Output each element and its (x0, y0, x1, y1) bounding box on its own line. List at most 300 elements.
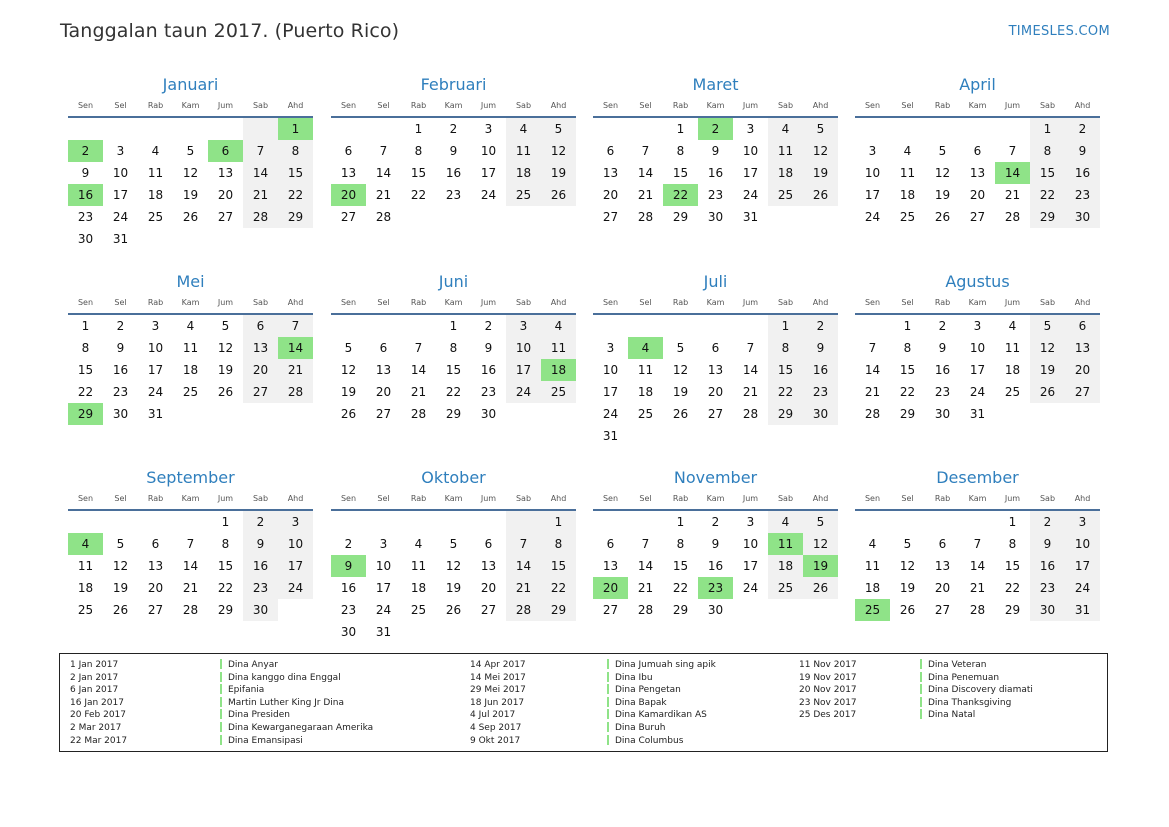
day-cell[interactable]: 15 (77, 363, 94, 377)
holiday-day-cell[interactable]: 16 (68, 184, 103, 206)
day-cell[interactable]: 28 (742, 407, 759, 421)
day-cell[interactable]: 13 (375, 363, 392, 377)
day-cell[interactable]: 12 (340, 363, 357, 377)
day-cell[interactable]: 12 (112, 559, 129, 573)
day-cell[interactable]: 31 (742, 210, 759, 224)
day-cell[interactable]: 10 (1065, 533, 1100, 555)
day-cell[interactable]: 27 (602, 210, 619, 224)
day-cell[interactable]: 18 (864, 581, 881, 595)
day-cell[interactable]: 21 (278, 359, 313, 381)
day-cell[interactable]: 21 (969, 581, 986, 595)
day-cell[interactable]: 22 (278, 184, 313, 206)
day-cell[interactable]: 13 (217, 166, 234, 180)
day-cell[interactable]: 6 (711, 341, 720, 355)
day-cell[interactable]: 20 (217, 188, 234, 202)
day-cell[interactable]: 15 (217, 559, 234, 573)
day-cell[interactable]: 17 (112, 188, 129, 202)
day-cell[interactable]: 16 (934, 363, 951, 377)
holiday-day-cell[interactable]: 14 (995, 162, 1030, 184)
day-cell[interactable]: 13 (969, 166, 986, 180)
day-cell[interactable]: 11 (77, 559, 94, 573)
day-cell[interactable]: 16 (1065, 162, 1100, 184)
day-cell[interactable]: 15 (1004, 559, 1021, 573)
day-cell[interactable]: 25 (410, 603, 427, 617)
day-cell[interactable]: 12 (182, 166, 199, 180)
day-cell[interactable]: 17 (742, 166, 759, 180)
day-cell[interactable]: 5 (221, 319, 230, 333)
day-cell[interactable]: 12 (803, 533, 838, 555)
day-cell[interactable]: 5 (803, 118, 838, 140)
day-cell[interactable]: 25 (899, 210, 916, 224)
day-cell[interactable]: 29 (1004, 603, 1021, 617)
day-cell[interactable]: 8 (903, 341, 912, 355)
day-cell[interactable]: 28 (182, 603, 199, 617)
day-cell[interactable]: 10 (864, 166, 881, 180)
day-cell[interactable]: 10 (506, 337, 541, 359)
day-cell[interactable]: 30 (934, 407, 951, 421)
brand-link[interactable]: TIMESLES.COM (1008, 24, 1110, 39)
day-cell[interactable]: 17 (742, 559, 759, 573)
day-cell[interactable]: 5 (1030, 315, 1065, 337)
day-cell[interactable]: 24 (969, 385, 986, 399)
day-cell[interactable]: 26 (803, 184, 838, 206)
day-cell[interactable]: 21 (1004, 188, 1021, 202)
day-cell[interactable]: 14 (243, 162, 278, 184)
day-cell[interactable]: 15 (672, 166, 689, 180)
day-cell[interactable]: 21 (637, 188, 654, 202)
day-cell[interactable]: 9 (449, 144, 458, 158)
day-cell[interactable]: 23 (340, 603, 357, 617)
day-cell[interactable]: 28 (1004, 210, 1021, 224)
day-cell[interactable]: 25 (768, 184, 803, 206)
day-cell[interactable]: 12 (899, 559, 916, 573)
day-cell[interactable]: 28 (969, 603, 986, 617)
day-cell[interactable]: 24 (375, 603, 392, 617)
day-cell[interactable]: 29 (541, 599, 576, 621)
day-cell[interactable]: 21 (637, 581, 654, 595)
day-cell[interactable]: 23 (1065, 184, 1100, 206)
day-cell[interactable]: 2 (938, 319, 947, 333)
day-cell[interactable]: 24 (742, 581, 759, 595)
day-cell[interactable]: 16 (112, 363, 129, 377)
day-cell[interactable]: 11 (410, 559, 427, 573)
day-cell[interactable]: 15 (672, 559, 689, 573)
day-cell[interactable]: 3 (484, 122, 493, 136)
day-cell[interactable]: 1 (414, 122, 423, 136)
day-cell[interactable]: 24 (506, 381, 541, 403)
day-cell[interactable]: 4 (186, 319, 195, 333)
day-cell[interactable]: 20 (969, 188, 986, 202)
day-cell[interactable]: 7 (641, 537, 650, 551)
day-cell[interactable]: 21 (375, 188, 392, 202)
day-cell[interactable]: 29 (217, 603, 234, 617)
day-cell[interactable]: 16 (340, 581, 357, 595)
day-cell[interactable]: 14 (637, 559, 654, 573)
day-cell[interactable]: 4 (414, 537, 423, 551)
day-cell[interactable]: 22 (899, 385, 916, 399)
day-cell[interactable]: 15 (768, 359, 803, 381)
day-cell[interactable]: 19 (445, 581, 462, 595)
day-cell[interactable]: 17 (480, 166, 497, 180)
day-cell[interactable]: 6 (484, 537, 493, 551)
day-cell[interactable]: 11 (637, 363, 654, 377)
day-cell[interactable]: 1 (221, 515, 230, 529)
day-cell[interactable]: 8 (541, 533, 576, 555)
day-cell[interactable]: 19 (217, 363, 234, 377)
day-cell[interactable]: 27 (375, 407, 392, 421)
day-cell[interactable]: 24 (112, 210, 129, 224)
day-cell[interactable]: 25 (768, 577, 803, 599)
day-cell[interactable]: 5 (344, 341, 353, 355)
day-cell[interactable]: 26 (803, 577, 838, 599)
day-cell[interactable]: 18 (182, 363, 199, 377)
day-cell[interactable]: 13 (707, 363, 724, 377)
day-cell[interactable]: 2 (803, 315, 838, 337)
day-cell[interactable]: 26 (445, 603, 462, 617)
day-cell[interactable]: 3 (746, 122, 755, 136)
day-cell[interactable]: 18 (768, 162, 803, 184)
day-cell[interactable]: 28 (637, 603, 654, 617)
holiday-day-cell[interactable]: 25 (855, 599, 890, 621)
day-cell[interactable]: 27 (217, 210, 234, 224)
day-cell[interactable]: 29 (899, 407, 916, 421)
day-cell[interactable]: 17 (602, 385, 619, 399)
day-cell[interactable]: 11 (182, 341, 199, 355)
day-cell[interactable]: 4 (868, 537, 877, 551)
day-cell[interactable]: 16 (803, 359, 838, 381)
day-cell[interactable]: 26 (672, 407, 689, 421)
holiday-day-cell[interactable]: 4 (68, 533, 103, 555)
day-cell[interactable]: 6 (606, 537, 615, 551)
day-cell[interactable]: 9 (1065, 140, 1100, 162)
day-cell[interactable]: 30 (1030, 599, 1065, 621)
day-cell[interactable]: 4 (151, 144, 160, 158)
day-cell[interactable]: 3 (606, 341, 615, 355)
day-cell[interactable]: 7 (1008, 144, 1017, 158)
day-cell[interactable]: 3 (379, 537, 388, 551)
day-cell[interactable]: 6 (151, 537, 160, 551)
holiday-day-cell[interactable]: 18 (541, 359, 576, 381)
day-cell[interactable]: 7 (868, 341, 877, 355)
day-cell[interactable]: 30 (707, 603, 724, 617)
day-cell[interactable]: 30 (77, 232, 94, 246)
day-cell[interactable]: 11 (1004, 341, 1021, 355)
holiday-day-cell[interactable]: 14 (278, 337, 313, 359)
day-cell[interactable]: 22 (410, 188, 427, 202)
day-cell[interactable]: 14 (506, 555, 541, 577)
day-cell[interactable]: 13 (602, 166, 619, 180)
day-cell[interactable]: 2 (1065, 118, 1100, 140)
day-cell[interactable]: 22 (217, 581, 234, 595)
day-cell[interactable]: 1 (1030, 118, 1065, 140)
day-cell[interactable]: 2 (116, 319, 125, 333)
day-cell[interactable]: 16 (480, 363, 497, 377)
day-cell[interactable]: 23 (77, 210, 94, 224)
day-cell[interactable]: 4 (768, 118, 803, 140)
day-cell[interactable]: 19 (541, 162, 576, 184)
day-cell[interactable]: 27 (340, 210, 357, 224)
day-cell[interactable]: 26 (182, 210, 199, 224)
day-cell[interactable]: 27 (602, 603, 619, 617)
day-cell[interactable]: 3 (973, 319, 982, 333)
day-cell[interactable]: 15 (445, 363, 462, 377)
day-cell[interactable]: 27 (1065, 381, 1100, 403)
day-cell[interactable]: 22 (77, 385, 94, 399)
day-cell[interactable]: 21 (742, 385, 759, 399)
day-cell[interactable]: 5 (541, 118, 576, 140)
day-cell[interactable]: 30 (112, 407, 129, 421)
day-cell[interactable]: 26 (899, 603, 916, 617)
day-cell[interactable]: 27 (934, 603, 951, 617)
day-cell[interactable]: 25 (541, 381, 576, 403)
day-cell[interactable]: 26 (1030, 381, 1065, 403)
day-cell[interactable]: 30 (1065, 206, 1100, 228)
day-cell[interactable]: 30 (340, 625, 357, 639)
day-cell[interactable]: 30 (707, 210, 724, 224)
day-cell[interactable]: 25 (506, 184, 541, 206)
day-cell[interactable]: 21 (506, 577, 541, 599)
day-cell[interactable]: 9 (711, 537, 720, 551)
day-cell[interactable]: 21 (182, 581, 199, 595)
day-cell[interactable]: 30 (243, 599, 278, 621)
day-cell[interactable]: 3 (1065, 511, 1100, 533)
day-cell[interactable]: 25 (637, 407, 654, 421)
day-cell[interactable]: 6 (1065, 315, 1100, 337)
day-cell[interactable]: 10 (480, 144, 497, 158)
day-cell[interactable]: 1 (903, 319, 912, 333)
day-cell[interactable]: 4 (541, 315, 576, 337)
day-cell[interactable]: 22 (1004, 581, 1021, 595)
day-cell[interactable]: 16 (707, 166, 724, 180)
day-cell[interactable]: 17 (1065, 555, 1100, 577)
day-cell[interactable]: 14 (375, 166, 392, 180)
day-cell[interactable]: 5 (449, 537, 458, 551)
day-cell[interactable]: 17 (864, 188, 881, 202)
day-cell[interactable]: 24 (602, 407, 619, 421)
day-cell[interactable]: 24 (278, 577, 313, 599)
holiday-day-cell[interactable]: 2 (698, 118, 733, 140)
day-cell[interactable]: 7 (506, 533, 541, 555)
holiday-day-cell[interactable]: 20 (331, 184, 366, 206)
day-cell[interactable]: 14 (410, 363, 427, 377)
day-cell[interactable]: 8 (1030, 140, 1065, 162)
day-cell[interactable]: 7 (278, 315, 313, 337)
day-cell[interactable]: 12 (672, 363, 689, 377)
day-cell[interactable]: 7 (379, 144, 388, 158)
day-cell[interactable]: 12 (217, 341, 234, 355)
day-cell[interactable]: 13 (480, 559, 497, 573)
day-cell[interactable]: 12 (934, 166, 951, 180)
day-cell[interactable]: 5 (676, 341, 685, 355)
day-cell[interactable]: 29 (672, 210, 689, 224)
day-cell[interactable]: 3 (506, 315, 541, 337)
day-cell[interactable]: 23 (1030, 577, 1065, 599)
day-cell[interactable]: 23 (803, 381, 838, 403)
day-cell[interactable]: 1 (1008, 515, 1017, 529)
day-cell[interactable]: 15 (899, 363, 916, 377)
day-cell[interactable]: 26 (934, 210, 951, 224)
day-cell[interactable]: 9 (711, 144, 720, 158)
day-cell[interactable]: 11 (147, 166, 164, 180)
day-cell[interactable]: 27 (480, 603, 497, 617)
day-cell[interactable]: 13 (243, 337, 278, 359)
day-cell[interactable]: 28 (243, 206, 278, 228)
day-cell[interactable]: 17 (506, 359, 541, 381)
day-cell[interactable]: 29 (445, 407, 462, 421)
day-cell[interactable]: 24 (742, 188, 759, 202)
day-cell[interactable]: 31 (602, 429, 619, 443)
day-cell[interactable]: 1 (676, 515, 685, 529)
day-cell[interactable]: 28 (375, 210, 392, 224)
day-cell[interactable]: 8 (278, 140, 313, 162)
day-cell[interactable]: 16 (707, 559, 724, 573)
day-cell[interactable]: 28 (864, 407, 881, 421)
day-cell[interactable]: 5 (116, 537, 125, 551)
day-cell[interactable]: 8 (1008, 537, 1017, 551)
day-cell[interactable]: 23 (707, 188, 724, 202)
day-cell[interactable]: 28 (506, 599, 541, 621)
day-cell[interactable]: 29 (278, 206, 313, 228)
day-cell[interactable]: 14 (637, 166, 654, 180)
day-cell[interactable]: 20 (243, 359, 278, 381)
day-cell[interactable]: 20 (375, 385, 392, 399)
day-cell[interactable]: 18 (147, 188, 164, 202)
day-cell[interactable]: 29 (672, 603, 689, 617)
day-cell[interactable]: 17 (147, 363, 164, 377)
holiday-day-cell[interactable]: 29 (68, 403, 103, 425)
day-cell[interactable]: 24 (480, 188, 497, 202)
day-cell[interactable]: 14 (969, 559, 986, 573)
day-cell[interactable]: 8 (414, 144, 423, 158)
day-cell[interactable]: 21 (243, 184, 278, 206)
day-cell[interactable]: 10 (969, 341, 986, 355)
day-cell[interactable]: 8 (676, 537, 685, 551)
day-cell[interactable]: 19 (340, 385, 357, 399)
day-cell[interactable]: 28 (278, 381, 313, 403)
day-cell[interactable]: 21 (410, 385, 427, 399)
day-cell[interactable]: 10 (147, 341, 164, 355)
day-cell[interactable]: 1 (449, 319, 458, 333)
day-cell[interactable]: 25 (77, 603, 94, 617)
day-cell[interactable]: 6 (938, 537, 947, 551)
day-cell[interactable]: 18 (899, 188, 916, 202)
day-cell[interactable]: 8 (676, 144, 685, 158)
holiday-day-cell[interactable]: 23 (698, 577, 733, 599)
day-cell[interactable]: 4 (768, 511, 803, 533)
holiday-day-cell[interactable]: 2 (68, 140, 103, 162)
day-cell[interactable]: 3 (868, 144, 877, 158)
day-cell[interactable]: 19 (112, 581, 129, 595)
day-cell[interactable]: 16 (445, 166, 462, 180)
day-cell[interactable]: 26 (340, 407, 357, 421)
day-cell[interactable]: 1 (676, 122, 685, 136)
day-cell[interactable]: 4 (1008, 319, 1017, 333)
day-cell[interactable]: 22 (445, 385, 462, 399)
day-cell[interactable]: 12 (445, 559, 462, 573)
day-cell[interactable]: 1 (541, 511, 576, 533)
day-cell[interactable]: 23 (243, 577, 278, 599)
day-cell[interactable]: 11 (864, 559, 881, 573)
day-cell[interactable]: 13 (147, 559, 164, 573)
holiday-day-cell[interactable]: 19 (803, 555, 838, 577)
day-cell[interactable]: 7 (973, 537, 982, 551)
day-cell[interactable]: 17 (969, 363, 986, 377)
holiday-day-cell[interactable]: 1 (278, 118, 313, 140)
day-cell[interactable]: 22 (672, 581, 689, 595)
day-cell[interactable]: 8 (449, 341, 458, 355)
day-cell[interactable]: 29 (768, 403, 803, 425)
day-cell[interactable]: 3 (746, 515, 755, 529)
day-cell[interactable]: 7 (746, 341, 755, 355)
day-cell[interactable]: 24 (864, 210, 881, 224)
day-cell[interactable]: 12 (803, 140, 838, 162)
day-cell[interactable]: 9 (1030, 533, 1065, 555)
day-cell[interactable]: 10 (278, 533, 313, 555)
day-cell[interactable]: 21 (864, 385, 881, 399)
day-cell[interactable]: 28 (637, 210, 654, 224)
holiday-day-cell[interactable]: 11 (768, 533, 803, 555)
day-cell[interactable]: 30 (803, 403, 838, 425)
day-cell[interactable]: 22 (541, 577, 576, 599)
day-cell[interactable]: 16 (243, 555, 278, 577)
day-cell[interactable]: 3 (116, 144, 125, 158)
day-cell[interactable]: 10 (742, 144, 759, 158)
day-cell[interactable]: 9 (116, 341, 125, 355)
day-cell[interactable]: 25 (1004, 385, 1021, 399)
day-cell[interactable]: 18 (637, 385, 654, 399)
day-cell[interactable]: 2 (711, 515, 720, 529)
day-cell[interactable]: 19 (672, 385, 689, 399)
day-cell[interactable]: 16 (1030, 555, 1065, 577)
day-cell[interactable]: 3 (278, 511, 313, 533)
day-cell[interactable]: 26 (112, 603, 129, 617)
day-cell[interactable]: 7 (243, 140, 278, 162)
day-cell[interactable]: 9 (81, 166, 90, 180)
day-cell[interactable]: 18 (768, 555, 803, 577)
day-cell[interactable]: 6 (344, 144, 353, 158)
day-cell[interactable]: 20 (602, 188, 619, 202)
day-cell[interactable]: 20 (1065, 359, 1100, 381)
day-cell[interactable]: 18 (77, 581, 94, 595)
day-cell[interactable]: 9 (243, 533, 278, 555)
day-cell[interactable]: 24 (1065, 577, 1100, 599)
day-cell[interactable]: 8 (221, 537, 230, 551)
day-cell[interactable]: 15 (1030, 162, 1065, 184)
day-cell[interactable]: 2 (243, 511, 278, 533)
day-cell[interactable]: 27 (969, 210, 986, 224)
day-cell[interactable]: 18 (410, 581, 427, 595)
day-cell[interactable]: 11 (541, 337, 576, 359)
day-cell[interactable]: 19 (899, 581, 916, 595)
day-cell[interactable]: 18 (506, 162, 541, 184)
day-cell[interactable]: 5 (803, 511, 838, 533)
day-cell[interactable]: 25 (147, 210, 164, 224)
day-cell[interactable]: 6 (606, 144, 615, 158)
day-cell[interactable]: 22 (1030, 184, 1065, 206)
holiday-day-cell[interactable]: 22 (663, 184, 698, 206)
day-cell[interactable]: 29 (1030, 206, 1065, 228)
day-cell[interactable]: 7 (186, 537, 195, 551)
day-cell[interactable]: 19 (934, 188, 951, 202)
day-cell[interactable]: 6 (379, 341, 388, 355)
day-cell[interactable]: 14 (864, 363, 881, 377)
day-cell[interactable]: 11 (768, 140, 803, 162)
day-cell[interactable]: 17 (278, 555, 313, 577)
day-cell[interactable]: 17 (375, 581, 392, 595)
day-cell[interactable]: 6 (973, 144, 982, 158)
day-cell[interactable]: 20 (147, 581, 164, 595)
day-cell[interactable]: 19 (182, 188, 199, 202)
